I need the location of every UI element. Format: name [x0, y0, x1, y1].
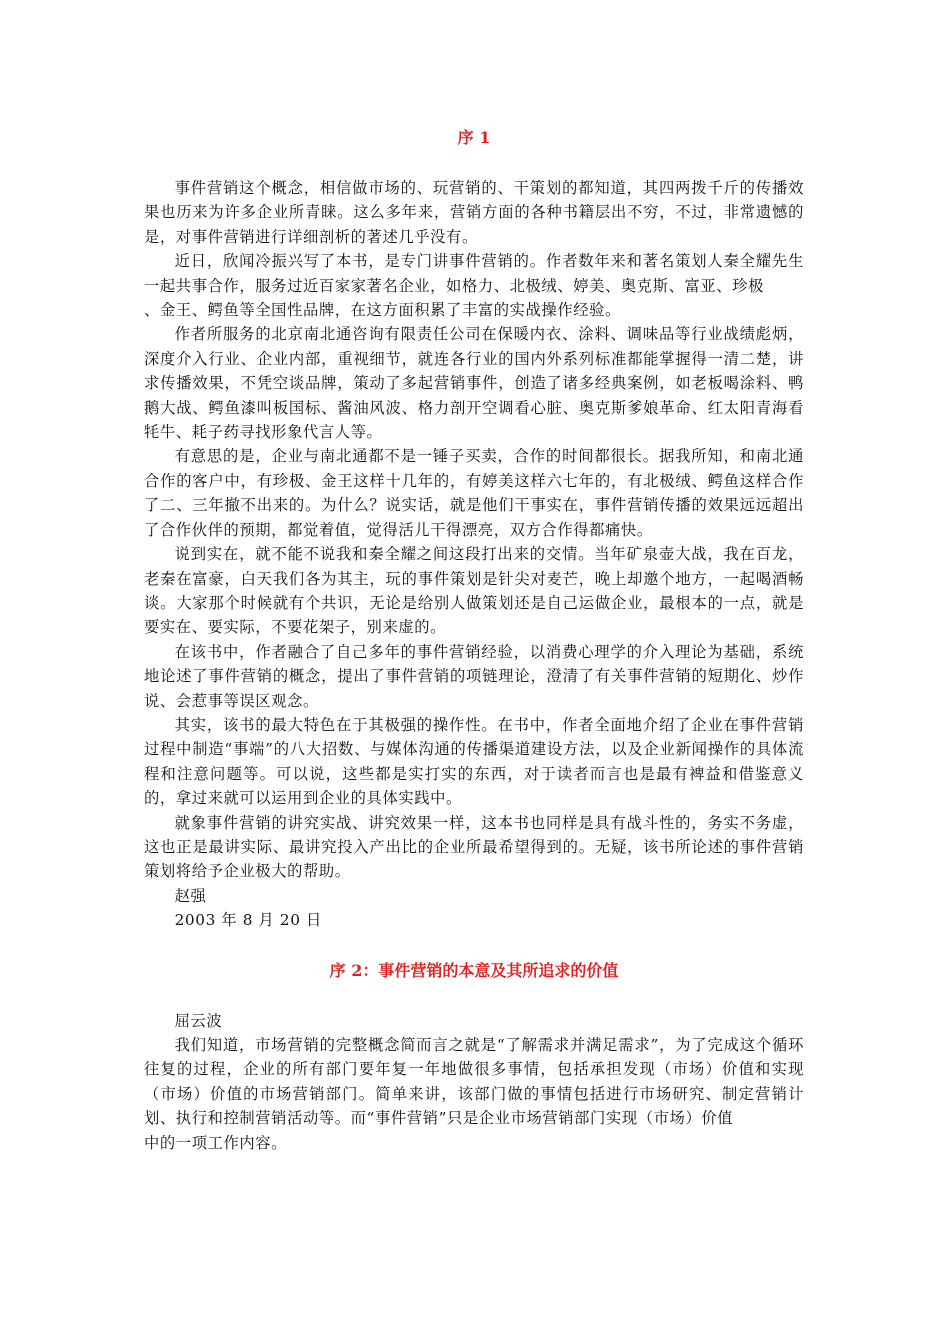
preface1-paragraph-6: 说到实在，就不能不说我和秦全耀之间这段打出来的交情。当年矿泉壶大战，我在百龙，老秦在富豪，白天我们各为其主，玩的事件策划是针尖对麦芒，晚上却邀个地方，一起喝酒畅谈。大家那个时候就有个共识，无论是给别人做策划还是自己运做企业，最根本的一点，就是要实在、要实际，不要花架子，别来虚的。 [144, 545, 804, 637]
preface2-paragraph-1: 我们知道，市场营销的完整概念简而言之就是“了解需求并满足需求”，为了完成这个循环往复的过程，企业的所有部门要年复一年地做很多事情，包括承担发现（市场）价值和实现（市场）价值的市场营销部门。简单来讲，该部门做的事情包括进行市场研究、制定营销计划、执行和控制营销活动等。而“事件营销”只是企业市场营销部门实现（市场）价值 [144, 1036, 804, 1128]
preface1-paragraph-3: 、金王、鳄鱼等全国性品牌，在这方面积累了丰富的实战操作经验。 [144, 301, 621, 320]
preface1-date: 2003 年 8 月 20 日 [174, 911, 322, 930]
document-page [144, 120, 804, 1155]
preface1-paragraph-4: 作者所服务的北京南北通咨询有限责任公司在保暖内衣、涂料、调味品等行业战绩彪炳，深度介入行业、企业内部，重视细节，就连各行业的国内外系列标准都能掌握得一清二楚，讲求传播效果，不凭空谈品牌，策动了多起营销事件，创造了诸多经典案例，如老板喝涂料、鸭鹅大战、鳄鱼漆叫板国标、酱油风波、格力剖开空调看心脏、奥克斯爹娘革命、红太阳青海看牦牛、耗子药寻找形象代言人等。 [144, 325, 804, 442]
preface2-paragraph-2: 中的一项工作内容。 [144, 1133, 288, 1152]
preface2-title: 序 2：事件营销的本意及其所追求的价值 [329, 960, 619, 980]
preface1-paragraph-7: 在该书中，作者融合了自己多年的事件营销经验，以消费心理学的介入理论为基础，系统地论述了事件营销的概念，提出了事件营销的项链理论，澄清了有关事件营销的短期化、炒作说、会惹事等误区观念。 [144, 642, 804, 710]
preface1-paragraph-8: 其实，该书的最大特色在于其极强的操作性。在书中，作者全面地介绍了企业在事件营销过程中制造“事端”的八大招数、与媒体沟通的传播渠道建设方法，以及企业新闻操作的具体流程和注意问题等。可以说，这些都是实打实的东西，对于读者而言也是最有裨益和借鉴意义的，拿过来就可以运用到企业的具体实践中。 [144, 715, 804, 808]
preface2-author: 屈云波 [174, 1011, 223, 1030]
preface1-paragraph-2: 近日，欣闻冷振兴写了本书，是专门讲事件营销的。作者数年来和著名策划人秦全耀先生一起共事合作，服务过近百家家著名企业，如格力、北极绒、婷美、奥克斯、富亚、珍极 [144, 252, 804, 295]
preface1-paragraph-5: 有意思的是，企业与南北通都不是一锤子买卖，合作的时间都很长。据我所知，和南北通合作的客户中，有珍极、金王这样十几年的，有婷美这样六七年的，有北极绒、鳄鱼这样合作了二、三年撤不出来的。为什么？说实话，就是他们干事实在，事件营销传播的效果远远超出了合作伙伴的预期，都觉着值，觉得活儿干得漂亮，双方合作得都痛快。 [144, 447, 804, 539]
preface1-paragraph-1: 事件营销这个概念，相信做市场的、玩营销的、干策划的都知道，其四两拨千斤的传播效果也历来为许多企业所青睐。这么多年来，营销方面的各种书籍层出不穷，不过，非常遗憾的是，对事件营销进行详细剖析的著述几乎没有。 [144, 179, 804, 246]
preface1-paragraph-9: 就象事件营销的讲究实战、讲究效果一样，这本书也同样是具有战斗性的，务实不务虚，这也正是最讲实际、最讲究投入产出比的企业所最希望得到的。无疑，该书所论述的事件营销策划将给予企业极大的帮助。 [144, 813, 804, 881]
preface1-author: 赵强 [174, 886, 207, 905]
preface1-title: 序 1 [457, 128, 491, 147]
